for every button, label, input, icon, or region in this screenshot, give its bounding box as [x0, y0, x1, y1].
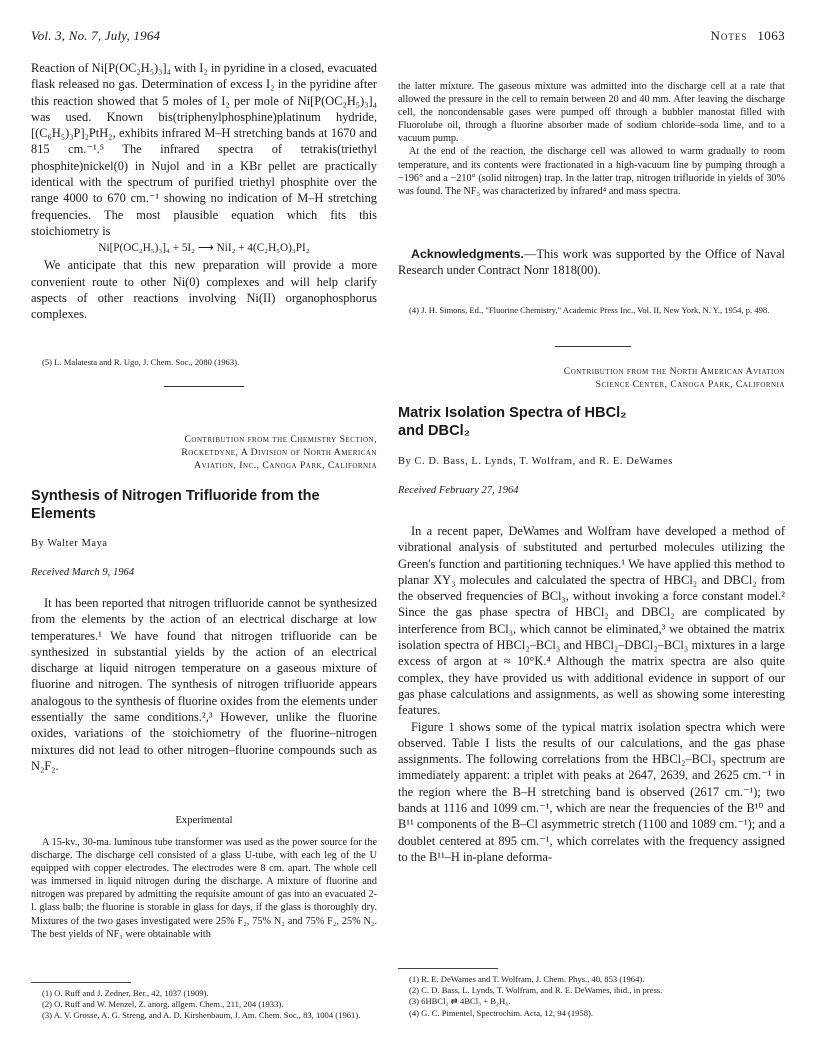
contribution-line: Contribution from the Chemistry Section,	[184, 434, 377, 445]
footnote-2: (2) O. Ruff and W. Menzel, Z. anorg. allgem. Chem., 211, 204 (1933).	[42, 999, 284, 1010]
continued-article-text	[31, 60, 377, 322]
acknowledgments-heading: Acknowledgments.	[411, 247, 524, 261]
received-date: Received March 9, 1964	[31, 567, 135, 578]
footnote-4: (4) G. C. Pimentel, Spectrochim. Acta, 12, 94 (1958).	[409, 1007, 594, 1018]
page-number: 1063	[757, 28, 785, 43]
article-byline: By C. D. Bass, L. Lynds, T. Wolfram, and R. E. DeWames	[398, 456, 673, 467]
experimental-paragraph: A 15-kv., 30-ma. luminous tube transformer was used as the power source for the discharge. The discharge cell consisted of a glass U-tube, with each leg of the U equipped with copper electrodes. The electrodes were 8 cm. apart. The whole cell was immersed in liquid nitrogen during the discharge. A mixture of fluorine and nitrogen was prepared by admitting the requisite amount of gas into an evacuated 2-l. glass bulb; the fluorine is storable in glass for days, if the glass is thoroughly dry. Mixtures of the two gases investigated were 25% F₂, 75% N₂ and 75% F₂, 25% N₂. The best yields of NF₃ were obtainable with	[31, 837, 377, 940]
footnote-3: (3) A. V. Grosse, A. G. Streng, and A. D. Kirshenbaum, J. Am. Chem. Soc., 83, 1004 (1961).	[42, 1010, 361, 1021]
running-header-issue: Vol. 3, No. 7, July, 1964	[31, 28, 161, 43]
footnote-5: (5) L. Malatesta and R. Ugo, J. Chem. Soc., 2080 (1963).	[42, 357, 240, 367]
body-paragraph: Figure 1 shows some of the typical matrix isolation spectra which were observed. Table I lists the results of our calculations, and the gas phase assignments. The following correlations from the HBCl₂–BCl₃ spectrum are immediately apparent: a triplet with peaks at 2647, 2639, and 2625 cm.⁻¹ in the region where the B–H stretching band is observed (2617 cm.⁻¹); two bands at 1116 and 1099 cm.⁻¹, which are near the frequencies of the B¹⁰ and B¹¹ components of the B–Cl asymmetric stretch (1100 and 1089 cm.⁻¹); and a doublet centered at 895 cm.⁻¹, which correlates with the frequency assigned to the B¹¹–H in-plane deforma-	[398, 719, 785, 864]
acknowledgments-text: —This work was supported by the Office of Naval Research under Contract Nonr 1818(00).	[398, 247, 785, 278]
footnote-1: (1) O. Ruff and J. Zedner, Ber., 42, 1037 (1909).	[42, 988, 209, 998]
acknowledgments	[398, 246, 785, 279]
footnotes-left	[31, 982, 377, 1022]
contribution-line: Science Center, Canoga Park, California	[595, 379, 785, 390]
article-title: Matrix Isolation Spectra of HBCl₂ and DBCl₂	[398, 405, 627, 439]
footnote-1: (1) R. E. DeWames and T. Wolfram, J. Chem. Phys., 40, 853 (1964).	[409, 974, 645, 984]
footnote-4: (4) J. H. Simons, Ed., "Fluorine Chemistry," Academic Press Inc., Vol. II, New York, N. Y., 1954, p. 498.	[409, 305, 770, 315]
footnote-2: (2) C. D. Bass, L. Lynds, T. Wolfram, and R. E. DeWames, ibid., in press.	[409, 985, 663, 996]
article-body	[398, 523, 785, 865]
experimental-heading: Experimental	[175, 815, 233, 826]
experimental-continued	[398, 80, 785, 198]
fractionation-paragraph: At the end of the reaction, the discharge cell was allowed to warm gradually to room temperature, and its contents were fractionated in a high-vacuum line by pumping through a −196° and a −210° (solid nitrogen) trap. In the latter trap, nitrogen trifluoride in yields of 30% was found. The NF₃ was characterized by infrared⁴ and mass spectra.	[398, 146, 785, 197]
received-date: Received February 27, 1964	[398, 485, 519, 496]
section-name: Notes	[710, 28, 748, 43]
reaction-equation: Ni[P(OC₂H₅)₃]₄ + 5I₂ ⟶ NiI₂ + 4(C₂H₅O)₃PI₂	[98, 242, 310, 255]
article-title: Synthesis of Nitrogen Trifluoride from the Elements	[31, 488, 320, 522]
contribution-line: Contribution from the North American Aviation	[563, 366, 785, 377]
continued-paragraph: Reaction of Ni[P(OC₂H₅)₃]₄ with I₂ in pyridine in a closed, evacuated flask released no gas. Determination of excess I₂ in the pyridine after this reaction showed that 5 moles of I₂ per mole of Ni[P(OC₂H₅)₃]₄ was used. Known bis(triphenylphosphine)platinum hydride, [(C₆H₅)₃P]₂PtH₂, exhibits infrared M–H stretching bands at 1670 and 815 cm.⁻¹.⁵ The infrared spectra of tetrakis(triethyl phosphite)nickel(0) in Nujol and in a KBr pellet are practically identical with the spectrum of purified triethyl phosphite over the range 4000 to 670 cm.⁻¹ showing no indication of M–H stretching frequencies. The most plausible equation which fits this stoichiometry is	[31, 61, 377, 238]
footnotes-right	[398, 968, 785, 1019]
footnote-3: (3) 6HBCl₂ ⇄ 4BCl₃ + B₂H₆.	[409, 996, 511, 1007]
contribution-line: Aviation, Inc., Canoga Park, California	[194, 460, 377, 471]
section-divider	[555, 346, 631, 347]
contribution-line: Rocketdyne, A Division of North American	[181, 447, 377, 458]
body-paragraph: In a recent paper, DeWames and Wolfram have developed a method of vibrational analysis of substituted and perturbed molecules utilizing the Green's function and partitioning techniques.¹ We have applied this method to planar XY₃ molecules and calculated the spectra of HBCl₂ and DBCl₂ from the observed frequencies of BCl₃, without invoking a force constant model.² Since the gas phase spectra of HBCl₂ and DBCl₂ are complicated by interference from BCl₃, which cannot be eliminated,³ we obtained the matrix isolation spectra of HBCl₂–BCl₃ and HBCl₂–DBCl₂–BCl₃ mixtures in a large excess of argon at ≈ 10°K.⁴ Although the matrix spectra are also quite complex, they have provided us with additional evidence in support of our gas phase calculations and assignments, as well as showing some interesting features.	[398, 524, 785, 718]
closing-paragraph: We anticipate that this new preparation will provide a more convenient route to other Ni(0) complexes and will help clarify aspects of other reactions involving Ni(II) organophosphorus complexes.	[31, 258, 377, 322]
running-header-section	[711, 28, 786, 44]
footnote-rule	[398, 968, 498, 969]
article-byline: By Walter Maya	[31, 538, 108, 549]
section-divider	[164, 386, 244, 387]
footnote-rule	[31, 982, 131, 983]
intro-paragraph: It has been reported that nitrogen trifluoride cannot be synthesized from the elements by the action of an electrical discharge at low temperatures.¹ We have found that nitrogen trifluoride can be synthesized in substantial yields by the action of an electrical discharge at liquid nitrogen temperature on a gaseous mixture of fluorine and nitrogen. The synthesis of nitrogen trifluoride appears analogous to the synthesis of fluorine oxides from the elements under essentially the same conditions.²,³ However, unlike the fluorine oxides, variations of the stoichiometry of the fluorine–nitrogen mixtures did not lead to other nitrogen–fluorine compounds such as N₂F₂.	[31, 596, 377, 773]
continued-experimental-paragraph: the latter mixture. The gaseous mixture was admitted into the discharge cell at a rate that allowed the pressure in the cell to remain between 20 and 40 mm. After leaving the discharge cell, the noncondensable gases were pumped off through a bubbler manostat filled with Fluorolube oil, through a fluorine absorber made of sodium chloride–soda lime, and to a vacuum pump.	[398, 81, 785, 145]
contribution-note	[398, 365, 785, 391]
contribution-note	[31, 433, 377, 472]
